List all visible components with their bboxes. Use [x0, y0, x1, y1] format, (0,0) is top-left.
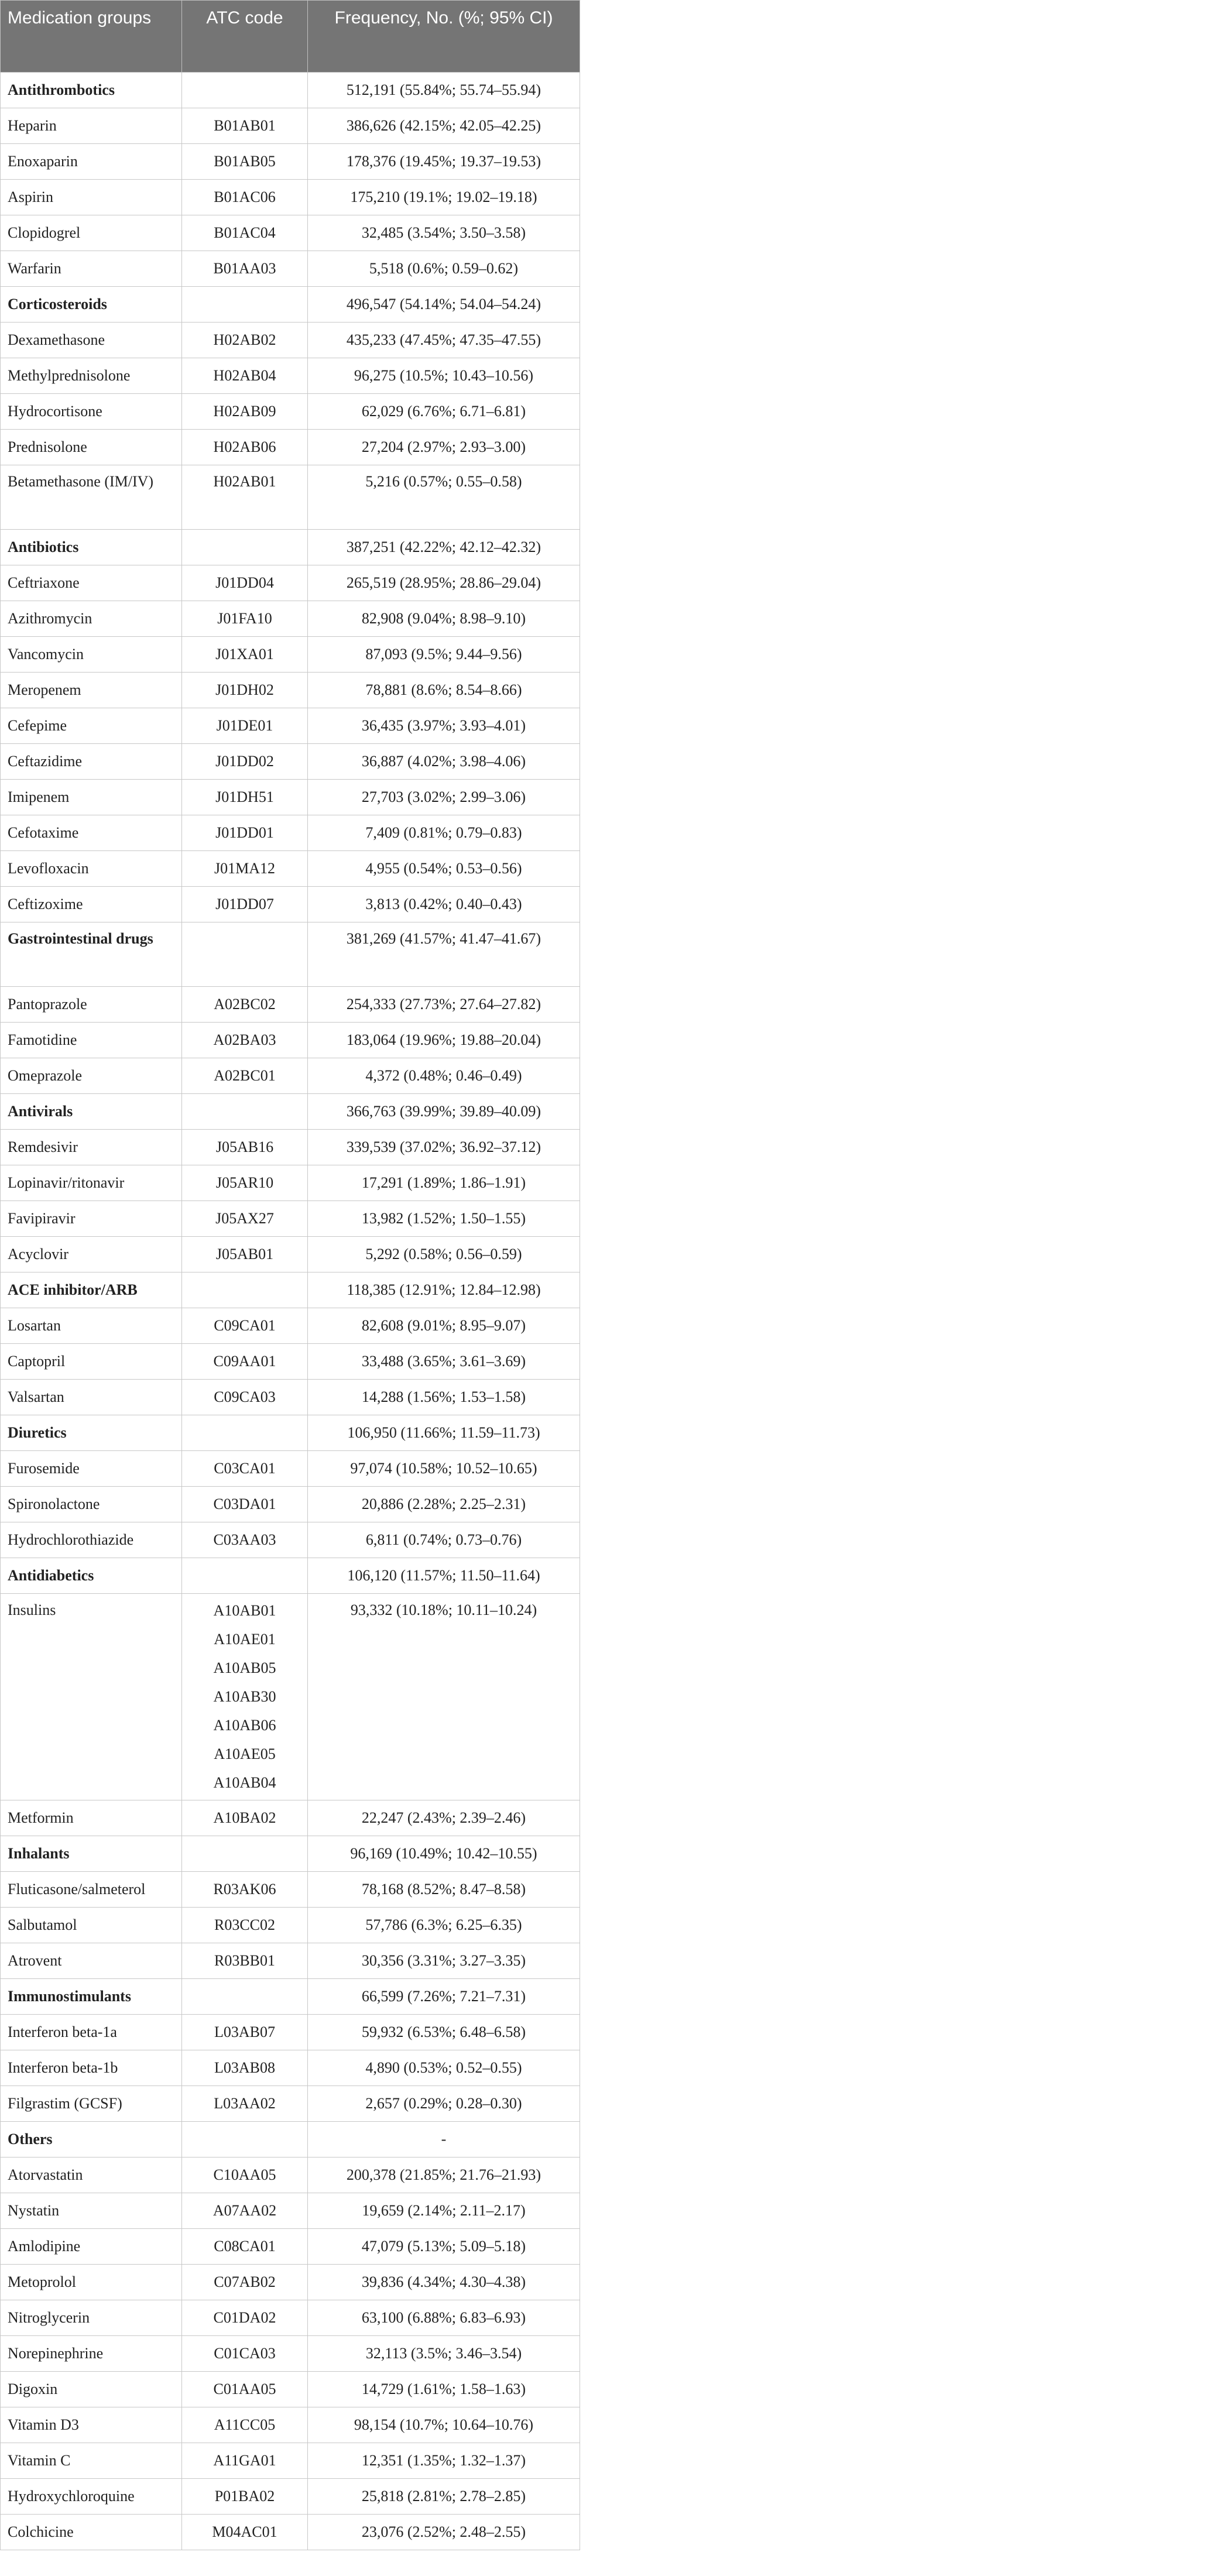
atc-code-cell	[182, 1415, 308, 1451]
atc-code-cell: J01DD07	[182, 887, 308, 922]
frequency-cell: 30,356 (3.31%; 3.27–3.35)	[308, 1943, 580, 1979]
atc-code-cell	[182, 1979, 308, 2015]
table-row	[1, 987, 580, 1023]
atc-code-cell: A02BC01	[182, 1058, 308, 1094]
frequency-cell: 7,409 (0.81%; 0.79–0.83)	[308, 815, 580, 851]
frequency-cell: 57,786 (6.3%; 6.25–6.35)	[308, 1908, 580, 1943]
atc-code-cell	[182, 1836, 308, 1872]
medication-name-cell: Prednisolone	[1, 430, 182, 465]
table-row	[1, 1908, 580, 1943]
frequency-cell: 78,881 (8.6%; 8.54–8.66)	[308, 673, 580, 708]
atc-code-cell	[182, 1094, 308, 1130]
medication-name-cell: Acyclovir	[1, 1237, 182, 1272]
frequency-cell: 97,074 (10.58%; 10.52–10.65)	[308, 1451, 580, 1487]
medication-name-cell: Ceftizoxime	[1, 887, 182, 922]
table-row	[1, 815, 580, 851]
frequency-cell: 87,093 (9.5%; 9.44–9.56)	[308, 637, 580, 673]
atc-code-cell: R03CC02	[182, 1908, 308, 1943]
table-row	[1, 1800, 580, 1836]
atc-code-cell: P01BA02	[182, 2479, 308, 2515]
medication-name-cell: Clopidogrel	[1, 215, 182, 251]
frequency-cell: 4,955 (0.54%; 0.53–0.56)	[308, 851, 580, 887]
table-row	[1, 430, 580, 465]
atc-code-cell: A02BC02	[182, 987, 308, 1023]
group-row	[1, 1094, 580, 1130]
frequency-cell: 59,932 (6.53%; 6.48–6.58)	[308, 2015, 580, 2050]
table-row	[1, 2372, 580, 2407]
table-row	[1, 601, 580, 637]
table-row	[1, 358, 580, 394]
atc-code-cell: H02AB06	[182, 430, 308, 465]
atc-code-cell: B01AB05	[182, 144, 308, 180]
group-row	[1, 1979, 580, 2015]
frequency-cell: 39,836 (4.34%; 4.30–4.38)	[308, 2265, 580, 2300]
header-frequency: Frequency, No. (%; 95% CI)	[308, 1, 580, 73]
atc-code-cell: B01AC04	[182, 215, 308, 251]
medication-name-cell: Methylprednisolone	[1, 358, 182, 394]
atc-code-cell	[182, 530, 308, 565]
table-row	[1, 2015, 580, 2050]
frequency-cell: 25,818 (2.81%; 2.78–2.85)	[308, 2479, 580, 2515]
atc-code: A10AE05	[214, 1745, 276, 1762]
table-row	[1, 708, 580, 744]
medication-name-cell: Cefepime	[1, 708, 182, 744]
table-row	[1, 1380, 580, 1415]
atc-code-cell: J01DH51	[182, 780, 308, 815]
table-row	[1, 1237, 580, 1272]
frequency-cell: -	[308, 2122, 580, 2157]
frequency-cell: 32,485 (3.54%; 3.50–3.58)	[308, 215, 580, 251]
table-row	[1, 323, 580, 358]
medication-name-cell: Heparin	[1, 108, 182, 144]
atc-code-cell	[182, 1272, 308, 1308]
atc-code-cell: A07AA02	[182, 2193, 308, 2229]
table-header	[1, 1, 580, 73]
frequency-cell: 63,100 (6.88%; 6.83–6.93)	[308, 2300, 580, 2336]
table-row	[1, 1522, 580, 1558]
atc-code-cell: J01DE01	[182, 708, 308, 744]
medication-name-cell: Spironolactone	[1, 1487, 182, 1522]
medication-name-cell: Vancomycin	[1, 637, 182, 673]
medication-name-cell: Hydrocortisone	[1, 394, 182, 430]
frequency-cell: 22,247 (2.43%; 2.39–2.46)	[308, 1800, 580, 1836]
table-row	[1, 2407, 580, 2443]
medication-name-cell: Betamethasone (IM/IV)	[1, 465, 182, 530]
medication-name-cell: Ceftazidime	[1, 744, 182, 780]
frequency-cell: 339,539 (37.02%; 36.92–37.12)	[308, 1130, 580, 1165]
atc-code: A10AB06	[213, 1717, 276, 1734]
table-row	[1, 1943, 580, 1979]
atc-code-cell: C07AB02	[182, 2265, 308, 2300]
table-row	[1, 565, 580, 601]
frequency-cell: 381,269 (41.57%; 41.47–41.67)	[308, 922, 580, 987]
atc-code: A10AE01	[214, 1631, 276, 1648]
atc-code-cell: A11GA01	[182, 2443, 308, 2479]
atc-code-cell: B01AC06	[182, 180, 308, 215]
atc-code-cell: J05AX27	[182, 1201, 308, 1237]
frequency-cell: 387,251 (42.22%; 42.12–42.32)	[308, 530, 580, 565]
table-row	[1, 1872, 580, 1908]
table-row	[1, 2229, 580, 2265]
frequency-cell: 62,029 (6.76%; 6.71–6.81)	[308, 394, 580, 430]
medication-name-cell: Lopinavir/ritonavir	[1, 1165, 182, 1201]
atc-code-cell: B01AA03	[182, 251, 308, 287]
frequency-cell: 32,113 (3.5%; 3.46–3.54)	[308, 2336, 580, 2372]
table-row	[1, 2265, 580, 2300]
group-name-cell: Immunostimulants	[1, 1979, 182, 2015]
table-row	[1, 465, 580, 530]
frequency-cell: 3,813 (0.42%; 0.40–0.43)	[308, 887, 580, 922]
medication-name-cell: Levofloxacin	[1, 851, 182, 887]
atc-code-cell: C03CA01	[182, 1451, 308, 1487]
frequency-cell: 5,292 (0.58%; 0.56–0.59)	[308, 1237, 580, 1272]
table-row	[1, 251, 580, 287]
atc-code-cell: C01CA03	[182, 2336, 308, 2372]
medication-name-cell: Dexamethasone	[1, 323, 182, 358]
group-name-cell: Gastrointestinal drugs	[1, 922, 182, 987]
atc-code-cell: C01AA05	[182, 2372, 308, 2407]
medication-name-cell: Norepinephrine	[1, 2336, 182, 2372]
table-row	[1, 851, 580, 887]
group-row	[1, 2122, 580, 2157]
atc-code-cell: C03DA01	[182, 1487, 308, 1522]
atc-code-cell	[182, 2122, 308, 2157]
table-row	[1, 637, 580, 673]
atc-code-cell: R03BB01	[182, 1943, 308, 1979]
group-row	[1, 73, 580, 108]
frequency-cell: 14,729 (1.61%; 1.58–1.63)	[308, 2372, 580, 2407]
table-row	[1, 744, 580, 780]
medication-name-cell: Fluticasone/salmeterol	[1, 1872, 182, 1908]
medication-name-cell: Salbutamol	[1, 1908, 182, 1943]
atc-code-cell: H02AB02	[182, 323, 308, 358]
table-row	[1, 1130, 580, 1165]
frequency-cell: 4,890 (0.53%; 0.52–0.55)	[308, 2050, 580, 2086]
table-row	[1, 1594, 580, 1800]
medication-name-cell: Cefotaxime	[1, 815, 182, 851]
table-row	[1, 2336, 580, 2372]
table-row	[1, 2193, 580, 2229]
table-row	[1, 180, 580, 215]
medication-name-cell: Valsartan	[1, 1380, 182, 1415]
atc-code-cell: C09CA03	[182, 1380, 308, 1415]
medication-name-cell: Aspirin	[1, 180, 182, 215]
group-row	[1, 1272, 580, 1308]
medication-name-cell: Omeprazole	[1, 1058, 182, 1094]
table-row	[1, 108, 580, 144]
frequency-cell: 178,376 (19.45%; 19.37–19.53)	[308, 144, 580, 180]
frequency-cell: 27,204 (2.97%; 2.93–3.00)	[308, 430, 580, 465]
group-name-cell: Diuretics	[1, 1415, 182, 1451]
frequency-cell: 13,982 (1.52%; 1.50–1.55)	[308, 1201, 580, 1237]
atc-code-cell: H02AB04	[182, 358, 308, 394]
group-name-cell: Corticosteroids	[1, 287, 182, 323]
frequency-cell: 106,120 (11.57%; 11.50–11.64)	[308, 1558, 580, 1594]
atc-code-cell: C08CA01	[182, 2229, 308, 2265]
medication-name-cell: Enoxaparin	[1, 144, 182, 180]
atc-code: A10AB30	[213, 1688, 276, 1705]
table-row	[1, 673, 580, 708]
table-row	[1, 780, 580, 815]
atc-code-cell: C09AA01	[182, 1344, 308, 1380]
atc-code-cell: A10BA02	[182, 1800, 308, 1836]
medication-name-cell: Nystatin	[1, 2193, 182, 2229]
table-row	[1, 2479, 580, 2515]
table-row	[1, 1451, 580, 1487]
atc-code-cell: J01DD02	[182, 744, 308, 780]
atc-code-cell: J05AB01	[182, 1237, 308, 1272]
medication-name-cell: Favipiravir	[1, 1201, 182, 1237]
medication-name-cell: Colchicine	[1, 2515, 182, 2550]
frequency-cell: 118,385 (12.91%; 12.84–12.98)	[308, 1272, 580, 1308]
atc-code-cell: R03AK06	[182, 1872, 308, 1908]
header-atc-code: ATC code	[182, 1, 308, 73]
atc-code-cell: L03AB07	[182, 2015, 308, 2050]
frequency-cell: 14,288 (1.56%; 1.53–1.58)	[308, 1380, 580, 1415]
atc-code-cell	[182, 922, 308, 987]
medication-name-cell: Vitamin D3	[1, 2407, 182, 2443]
group-name-cell: Inhalants	[1, 1836, 182, 1872]
medication-table	[0, 0, 580, 2550]
medication-name-cell: Warfarin	[1, 251, 182, 287]
table-row	[1, 1308, 580, 1344]
atc-code: A10AB04	[213, 1774, 276, 1791]
group-name-cell: Antibiotics	[1, 530, 182, 565]
atc-code-cell	[182, 287, 308, 323]
medication-name-cell: Captopril	[1, 1344, 182, 1380]
atc-code-cell: J01DH02	[182, 673, 308, 708]
frequency-cell: 78,168 (8.52%; 8.47–8.58)	[308, 1872, 580, 1908]
table-row	[1, 1201, 580, 1237]
table-row	[1, 1344, 580, 1380]
group-row	[1, 1558, 580, 1594]
frequency-cell: 33,488 (3.65%; 3.61–3.69)	[308, 1344, 580, 1380]
medication-name-cell: Remdesivir	[1, 1130, 182, 1165]
atc-code-cell: C01DA02	[182, 2300, 308, 2336]
medication-name-cell: Pantoprazole	[1, 987, 182, 1023]
header-row	[1, 1, 580, 73]
atc-code-cell: H02AB01	[182, 465, 308, 530]
frequency-cell: 386,626 (42.15%; 42.05–42.25)	[308, 108, 580, 144]
atc-code-cell: C10AA05	[182, 2157, 308, 2193]
table-row	[1, 2050, 580, 2086]
frequency-cell: 66,599 (7.26%; 7.21–7.31)	[308, 1979, 580, 2015]
medication-name-cell: Azithromycin	[1, 601, 182, 637]
frequency-cell: 82,908 (9.04%; 8.98–9.10)	[308, 601, 580, 637]
table-row	[1, 2086, 580, 2122]
atc-code-cell: L03AA02	[182, 2086, 308, 2122]
group-name-cell: Antithrombotics	[1, 73, 182, 108]
table-row	[1, 2300, 580, 2336]
frequency-cell: 265,519 (28.95%; 28.86–29.04)	[308, 565, 580, 601]
frequency-cell: 254,333 (27.73%; 27.64–27.82)	[308, 987, 580, 1023]
medication-name-cell: Filgrastim (GCSF)	[1, 2086, 182, 2122]
atc-code-cell: L03AB08	[182, 2050, 308, 2086]
medication-name-cell: Digoxin	[1, 2372, 182, 2407]
atc-code-cell: J01DD04	[182, 565, 308, 601]
medication-name-cell: Interferon beta-1a	[1, 2015, 182, 2050]
table-row	[1, 394, 580, 430]
group-name-cell: Antivirals	[1, 1094, 182, 1130]
atc-code-cell: A02BA03	[182, 1023, 308, 1058]
medication-name-cell: Insulins	[1, 1594, 182, 1800]
atc-code-cell: A11CC05	[182, 2407, 308, 2443]
frequency-cell: 435,233 (47.45%; 47.35–47.55)	[308, 323, 580, 358]
frequency-cell: 496,547 (54.14%; 54.04–54.24)	[308, 287, 580, 323]
medication-name-cell: Atorvastatin	[1, 2157, 182, 2193]
frequency-cell: 175,210 (19.1%; 19.02–19.18)	[308, 180, 580, 215]
group-name-cell: ACE inhibitor/ARB	[1, 1272, 182, 1308]
atc-code-cell	[182, 1594, 308, 1800]
frequency-cell: 200,378 (21.85%; 21.76–21.93)	[308, 2157, 580, 2193]
frequency-cell: 6,811 (0.74%; 0.73–0.76)	[308, 1522, 580, 1558]
frequency-cell: 12,351 (1.35%; 1.32–1.37)	[308, 2443, 580, 2479]
medication-name-cell: Metformin	[1, 1800, 182, 1836]
atc-code-cell: J01MA12	[182, 851, 308, 887]
atc-code-cell: J05AR10	[182, 1165, 308, 1201]
atc-code-cell: C09CA01	[182, 1308, 308, 1344]
frequency-cell: 96,275 (10.5%; 10.43–10.56)	[308, 358, 580, 394]
header-medication-groups: Medication groups	[1, 1, 182, 73]
medication-name-cell: Atrovent	[1, 1943, 182, 1979]
frequency-cell: 512,191 (55.84%; 55.74–55.94)	[308, 73, 580, 108]
frequency-cell: 36,435 (3.97%; 3.93–4.01)	[308, 708, 580, 744]
group-row	[1, 1415, 580, 1451]
table-row	[1, 1165, 580, 1201]
medication-name-cell: Hydrochlorothiazide	[1, 1522, 182, 1558]
medication-name-cell: Hydroxychloroquine	[1, 2479, 182, 2515]
medication-name-cell: Furosemide	[1, 1451, 182, 1487]
table-row	[1, 215, 580, 251]
medication-name-cell: Interferon beta-1b	[1, 2050, 182, 2086]
frequency-cell: 47,079 (5.13%; 5.09–5.18)	[308, 2229, 580, 2265]
frequency-cell: 4,372 (0.48%; 0.46–0.49)	[308, 1058, 580, 1094]
frequency-cell: 19,659 (2.14%; 2.11–2.17)	[308, 2193, 580, 2229]
atc-code-cell: H02AB09	[182, 394, 308, 430]
group-row	[1, 530, 580, 565]
atc-code: A10AB05	[213, 1659, 276, 1676]
frequency-cell: 17,291 (1.89%; 1.86–1.91)	[308, 1165, 580, 1201]
atc-code-cell: J01XA01	[182, 637, 308, 673]
medication-name-cell: Amlodipine	[1, 2229, 182, 2265]
frequency-cell: 183,064 (19.96%; 19.88–20.04)	[308, 1023, 580, 1058]
atc-code-cell: B01AB01	[182, 108, 308, 144]
table-row	[1, 1023, 580, 1058]
frequency-cell: 20,886 (2.28%; 2.25–2.31)	[308, 1487, 580, 1522]
atc-code-cell	[182, 73, 308, 108]
frequency-cell: 27,703 (3.02%; 2.99–3.06)	[308, 780, 580, 815]
medication-name-cell: Losartan	[1, 1308, 182, 1344]
atc-code-cell: M04AC01	[182, 2515, 308, 2550]
table-row	[1, 887, 580, 922]
atc-code-cell	[182, 1558, 308, 1594]
frequency-cell: 2,657 (0.29%; 0.28–0.30)	[308, 2086, 580, 2122]
medication-name-cell: Famotidine	[1, 1023, 182, 1058]
frequency-cell: 82,608 (9.01%; 8.95–9.07)	[308, 1308, 580, 1344]
group-row	[1, 287, 580, 323]
atc-code: A10AB01	[213, 1602, 276, 1619]
medication-name-cell: Ceftriaxone	[1, 565, 182, 601]
table-row	[1, 2157, 580, 2193]
medication-name-cell: Nitroglycerin	[1, 2300, 182, 2336]
frequency-cell: 5,518 (0.6%; 0.59–0.62)	[308, 251, 580, 287]
atc-code-cell: J01DD01	[182, 815, 308, 851]
group-name-cell: Antidiabetics	[1, 1558, 182, 1594]
frequency-cell: 366,763 (39.99%; 39.89–40.09)	[308, 1094, 580, 1130]
table-row	[1, 1487, 580, 1522]
medication-name-cell: Metoprolol	[1, 2265, 182, 2300]
frequency-cell: 5,216 (0.57%; 0.55–0.58)	[308, 465, 580, 530]
atc-code-cell: C03AA03	[182, 1522, 308, 1558]
frequency-cell: 36,887 (4.02%; 3.98–4.06)	[308, 744, 580, 780]
medication-name-cell: Vitamin C	[1, 2443, 182, 2479]
table-row	[1, 144, 580, 180]
atc-code-cell: J05AB16	[182, 1130, 308, 1165]
group-row	[1, 922, 580, 987]
table-row	[1, 2443, 580, 2479]
frequency-cell: 98,154 (10.7%; 10.64–10.76)	[308, 2407, 580, 2443]
frequency-cell: 106,950 (11.66%; 11.59–11.73)	[308, 1415, 580, 1451]
table-row	[1, 1058, 580, 1094]
frequency-cell: 96,169 (10.49%; 10.42–10.55)	[308, 1836, 580, 1872]
group-name-cell: Others	[1, 2122, 182, 2157]
table-body	[1, 73, 580, 2550]
medication-name-cell: Imipenem	[1, 780, 182, 815]
atc-code-cell: J01FA10	[182, 601, 308, 637]
frequency-cell: 93,332 (10.18%; 10.11–10.24)	[308, 1594, 580, 1800]
group-row	[1, 1836, 580, 1872]
frequency-cell: 23,076 (2.52%; 2.48–2.55)	[308, 2515, 580, 2550]
medication-name-cell: Meropenem	[1, 673, 182, 708]
table-row	[1, 2515, 580, 2550]
